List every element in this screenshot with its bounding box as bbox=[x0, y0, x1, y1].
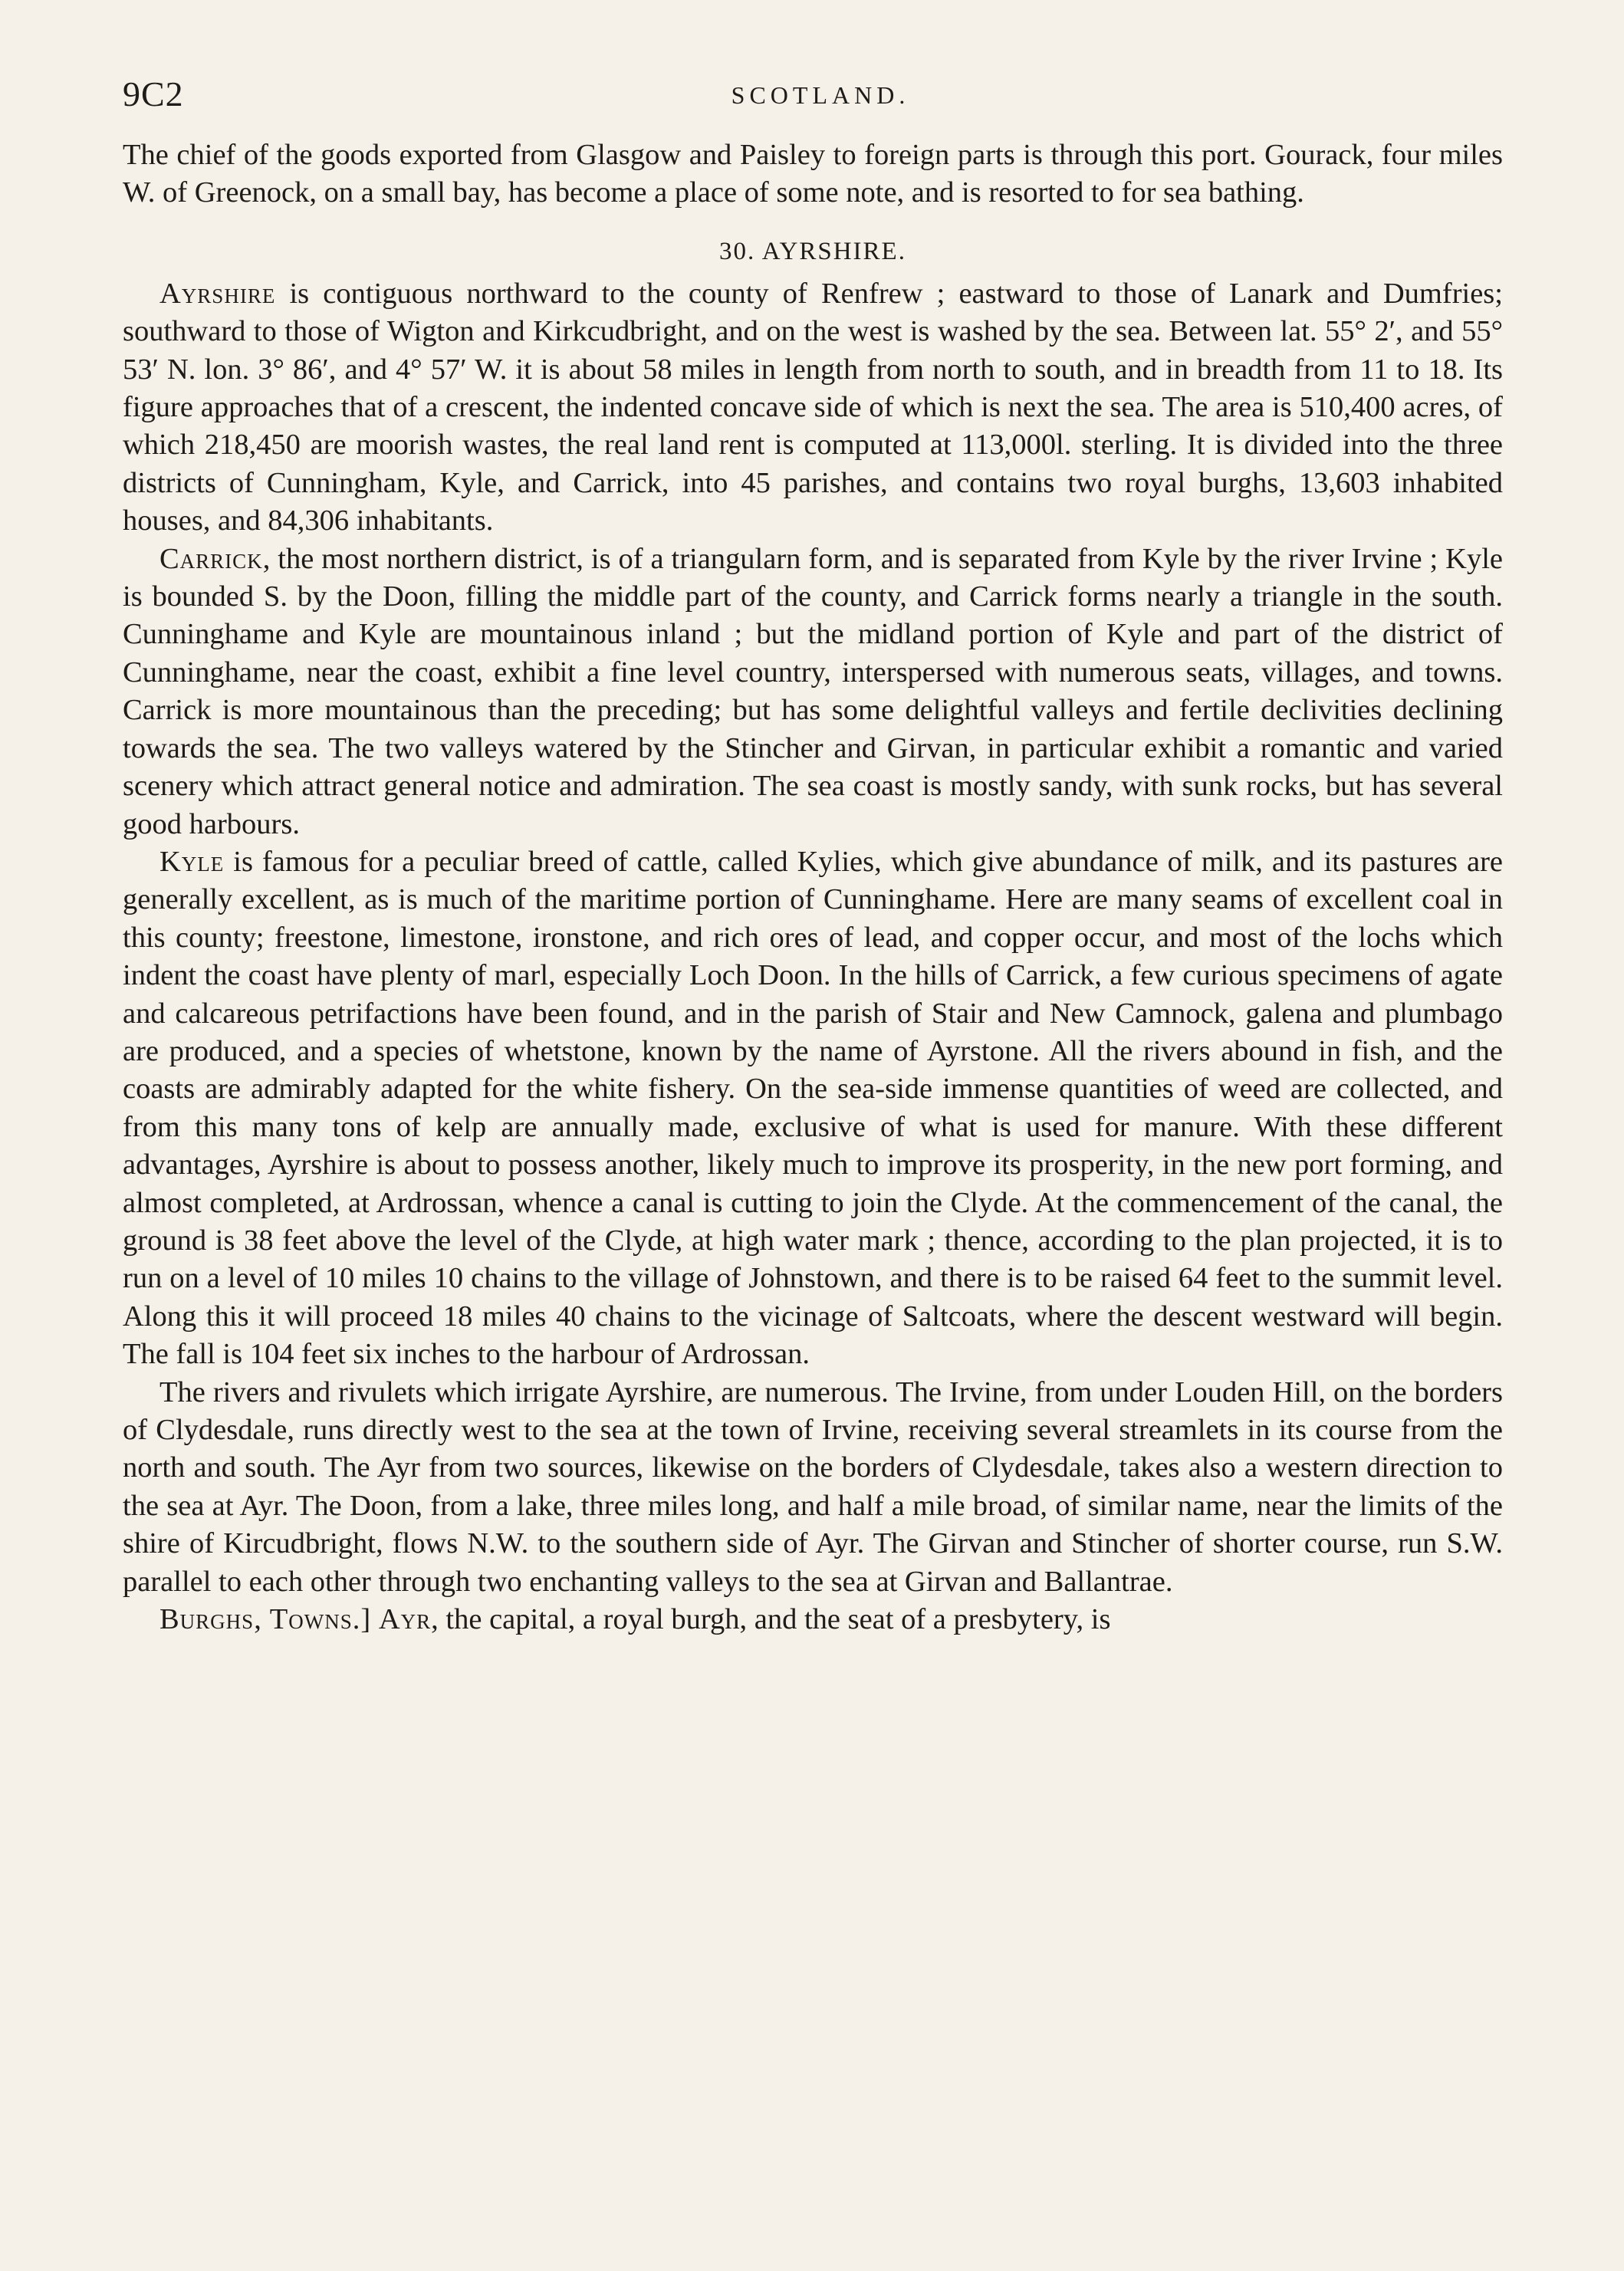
running-title: SCOTLAND. bbox=[731, 81, 910, 109]
paragraph-text: , the capital, a royal burgh, and the seat of a presbytery, is bbox=[431, 1603, 1111, 1636]
section-number: 30. bbox=[719, 237, 756, 265]
page-number: 9C2 bbox=[123, 74, 184, 113]
section-title: AYRSHIRE. bbox=[761, 237, 906, 265]
paragraph-rivers bbox=[123, 1374, 1503, 1601]
body-text bbox=[123, 136, 1503, 1638]
paragraph-text: The rivers and rivulets which irrigate Ayrshire, are numerous. The Irvine, from under Louden Hill, on the borders of Clydesdale, runs directly west to the sea at the town of Irvine, receiving several streamlets in its course from the north and south. The Ayr from two sources, likewise on the borders of Clydesdale, takes also a western direction to the sea at Ayr. The Doon, from a lake, three miles long, and half a mile broad, of similar name, near the limits of the shire of Kircudbright, flows N.W. to the southern side of Ayr. The Girvan and Stincher of shorter course, run S.W. parallel to each other through two enchanting valleys to the sea at Girvan and Ballantrae. bbox=[123, 1375, 1503, 1598]
paragraph-text: is contiguous northward to the county of Renfrew ; eastward to those of Lanark and Dumfries; southward to those of Wigton and Kirkcudbright, and on the west is washed by the sea. Between lat. 55° 2′, and 55° 53′ N. lon. 3° 86′, and 4° 57′ W. it is about 58 miles in length from north to south, and in breadth from 11 to 18. Its figure approaches that of a crescent, the indented concave side of which is next the sea. The area is 510,400 acres, of which 218,450 are moorish wastes, the real land rent is computed at 113,000l. sterling. It is divided into the three districts of Cunningham, Kyle, and Carrick, into 45 parishes, and contains two royal burghs, 13,603 inhabited houses, and 84,306 inhabitants. bbox=[123, 277, 1503, 537]
paragraph-lead: Burghs, Towns.] bbox=[159, 1603, 372, 1636]
paragraph-lead: Carrick bbox=[159, 542, 263, 575]
paragraph-lead-2: Ayr bbox=[378, 1603, 432, 1636]
running-head bbox=[123, 74, 1518, 120]
paragraph-ayrshire bbox=[123, 275, 1503, 541]
paragraph-text: , the most northern district, is of a triangularn form, and is separated from Kyle by the river Irvine ; Kyle is bounded S. by the Doon, filling the middle part of the county, and Carrick forms nearly a triangle in the south. Cunninghame and Kyle are mountainous inland ; but the midland portion of Kyle and part of the district of Cunninghame, near the coast, exhibit a fine level country, interspersed with numerous seats, villages, and towns. Carrick is more mountainous than the preceding; but has some delightful valleys and fertile declivities declining towards the sea. The two valleys watered by the Stincher and Girvan, in particular exhibit a romantic and varied scenery which attract general notice and admiration. The sea coast is mostly sandy, with sunk rocks, but has several good harbours. bbox=[123, 542, 1503, 840]
paragraph-carrick bbox=[123, 541, 1503, 843]
section-heading bbox=[123, 232, 1503, 271]
paragraph-kyle bbox=[123, 843, 1503, 1374]
paragraph-lead: Ayrshire bbox=[159, 277, 276, 310]
paragraph-lead: Kyle bbox=[159, 845, 225, 878]
intro-paragraph: The chief of the goods exported from Glasgow and Paisley to foreign parts is through this port. Gourack, four miles W. of Greenock, on a small bay, has become a place of some note, and is resorted to for sea bathing. bbox=[123, 139, 1503, 209]
paragraph-text: is famous for a peculiar breed of cattle, called Kylies, which give abundance of milk, and its pastures are generally excellent, as is much of the maritime portion of Cunninghame. Here are many seams of excellent coal in this county; freestone, limestone, ironstone, and rich ores of lead, and copper occur, and most of the lochs which indent the coast have plenty of marl, especially Loch Doon. In the hills of Carrick, a few curious specimens of agate and calcareous petrifactions have been found, and in the parish of Stair and New Camnock, galena and plumbago are produced, and a species of whetstone, known by the name of Ayrstone. All the rivers abound in fish, and the coasts are admirably adapted for the white fishery. On the sea-side immense quantities of weed are collected, and from this many tons of kelp are annually made, exclusive of what is used for manure. With these different advantages, Ayrshire is about to possess another, likely much to improve its prosperity, in the new port forming, and almost completed, at Ardrossan, whence a canal is cutting to join the Clyde. At the commencement of the canal, the ground is 38 feet above the level of the Clyde, at high water mark ; thence, according to the plan projected, it is to run on a level of 10 miles 10 chains to the village of Johnstown, and there is to be raised 64 feet to the summit level. Along this it will proceed 18 miles 40 chains to the vicinage of Saltcoats, where the descent westward will begin. The fall is 104 feet six inches to the harbour of Ardrossan. bbox=[123, 845, 1503, 1371]
paragraph-burghs bbox=[123, 1601, 1503, 1638]
